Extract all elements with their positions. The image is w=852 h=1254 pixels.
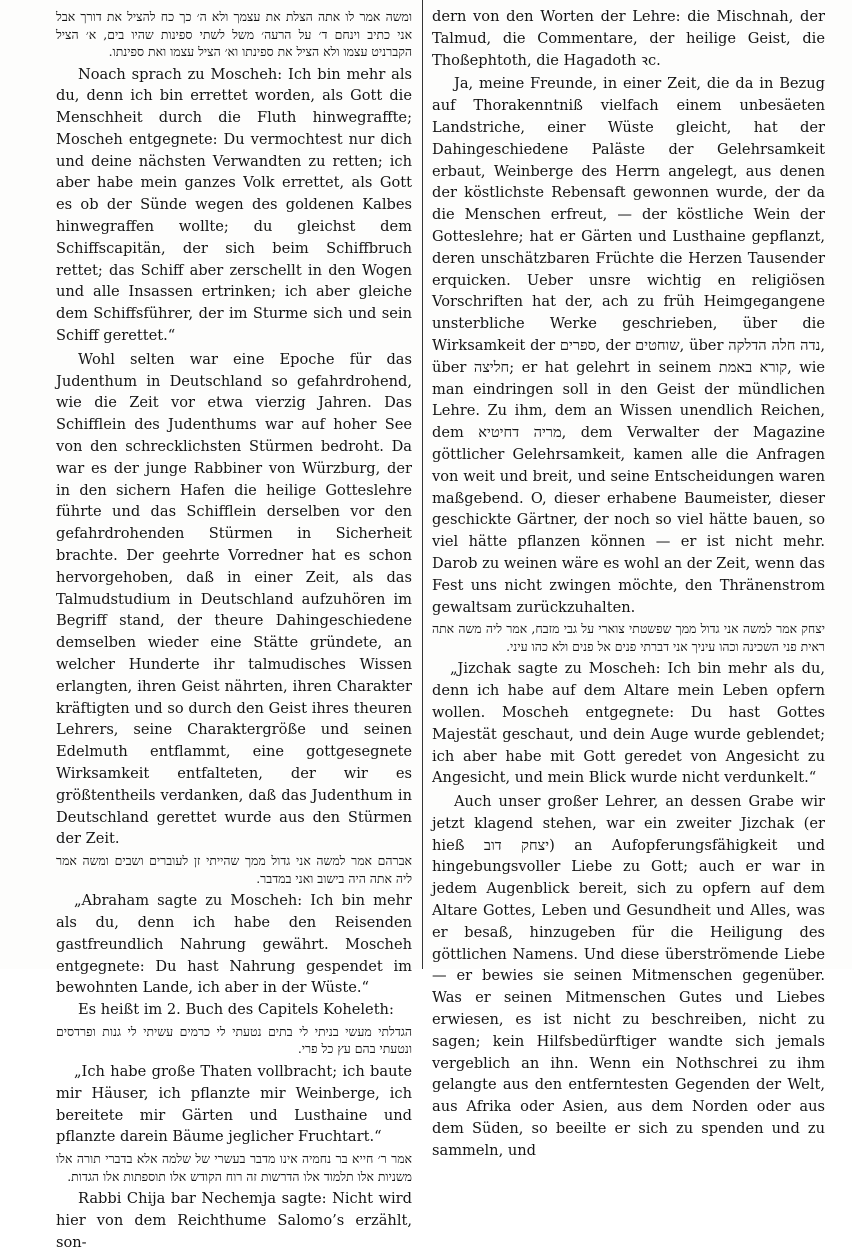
paragraph-grosser-lehrer: Auch unser großer Lehrer, an dessen Grabe wir jetzt klagend stehen, war ein zweiter Jizchak (er hieß יצחק דוב) an Aufopferungsfähigkeit und hingebungsvoller Liebe zu Gott; auch er war in jedem Augenblick bereit, sich zu opfern auf dem Altare Gottes, Leben und Gesundheit und Alles, was er besaß, hinzugeben für die Heiligung des göttlichen Namens. Und diese überströmende Liebe — er bewies sie seinen Mitmenschen gegenüber. Was er seinen Mitmenschen Gutes und Liebes erwiesen, es ist nicht zu beschreiben, nicht zu sagen; kein Hilfsbedürftiger wandte sich jemals vergeblich an ihn. Wenn ein Nothschrei zu ihm gelangte aus den entferntesten Gegenden der Welt, aus Afrika oder Asien, aus dem Norden oder aus dem Süden, so beeilte er sich zu spenden und zu sammeln, und xyxy=(432,793,825,1159)
paragraph-jizchak-moscheh: „Jizchak sagte zu Moscheh: Ich bin mehr als du, denn ich habe auf dem Altare mein Leben opfern wollen. Moscheh entgegnete: Du hast Gottes Majestät geschaut, und dein Auge wurde geblendet; ich aber habe mit Gott geredet von Angesicht zu Angesicht, und mein Blick wurde nicht verdunkelt.“ xyxy=(432,660,825,787)
paragraph-meine-freunde: Ja, meine Freunde, in einer Zeit, die da in Bezug auf Thorakenntniß vielfach einem unbesäeten Landstriche, einer Wüste gleicht, hat der Dahingeschiedene Paläste der Gelehrsamkeit erbaut, Weinberge des Herrn angelegt, aus denen der köstlichste Rebensaft gewonnen wurde, der da die Menschen erfreut, — der köstliche Wein der Gotteslehre; hat er Gärten und Lusthaine gepflanzt, deren unschätzbaren Früchte die Herzen Tausender erquicken. Ueber unsre wichtig en religiösen Vorschriften hat der, ach zu früh Heimgegangene unsterbliche Werke geschrieben, über die Wirksamkeit der ספרים, der שוחטים, über נדה חלה הדלקה, über חליצה; er hat gelehrt in seinem קורא באמת, wie man eindringen soll in den Geist der mündlichen Lehre. Zu ihm, dem an Wissen unendlich Reichen, dem מריה דחיטיא, dem Verwalter der Magazine göttlicher Gelehrsamkeit, kamen alle die Anfragen von weit und breit, und seine Entscheidungen waren maßgebend. O, dieser erhabene Baumeister, dieser geschickte Gärtner, der noch so viel hätte bauen, so viel hätte pflanzen können — er ist nicht mehr. Darob zu weinen wäre es wohl an der Zeit, wenn das Fest uns nicht zwingen möchte, den Thränenstrom gewaltsam zurückzuhalten. xyxy=(432,75,826,616)
column-divider xyxy=(422,0,423,969)
paragraph-noach-moscheh: Noach sprach zu Moscheh: Ich bin mehr als du, denn ich bin errettet worden, als Gott die Menschheit durch die Fluth hinwegraffte; Moscheh entgegnete: Du vermochtest nur dich und deine nächsten Verwandten zu retten; ich aber habe mein ganzes Volk errettet, als Gott es ob der Sünde wegen des goldenen Kalbes hinwegraffen wollte; du gleichst dem Schiffscapitän, der sich beim Schiffbruch rettet; das Schiff aber zerschellt in den Wogen und alle Insassen ertrinken; ich aber gleiche dem Schiffsführer, der im Sturme sich und sein Schiff gerettet.“ xyxy=(56,65,412,345)
paragraph-epoche-judenthum: Wohl selten war eine Epoche für das Judenthum in Deutschland so gefahrdrohend, wie die Zeit vor etwa vierzig Jahren. Das Schifflein des Judenthums war auf hoher See von den schrecklichsten Stürmen bedroht. Da war es der junge Rabbiner von Würzburg, der in den sichern Hafen die heilige Gotteslehre führte und das Schifflein derselben vor den gefahrdrohenden Stürmen in Sicherheit brachte. Der geehrte Vorredner hat es schon hervorgehoben, daß in einer Zeit, als das Talmudstudium in Deutschland aufzuhören im Begriff stand, der theure Dahingeschiedene demselben wieder eine Stätte gründete, an welcher Hunderte ihr talmudisches Wissen erlangten, ihren Geist nährten, ihren Charakter kräftigten und so durch den Geist ihres theuren Lehrers, seine Charaktergröße und seinen Edelmuth entflammt, eine gottgesegnete Wirksamkeit entfalteten, der wir es größtentheils verdanken, daß das Judenthum in Deutschland gerettet wurde aus den Stürmen der Zeit. xyxy=(56,350,412,848)
hebrew-quote-jizchak: יצחק אמר למשה אני גדול ממך שפשטתי צוארי על גבי מזבח, אמר ליה משה אתה ראית פני השכינה וכהו עיניך אני דברתי פנים אל פנים ולא כהו עיני. xyxy=(432,621,825,654)
paragraph-continuation-lehre: dern von den Worten der Lehre: die Mischnah, der Talmud, die Commentare, der heilige Geist, die Thoßephtoth, die Hagadoth ꝛc. xyxy=(432,8,825,69)
paragraph-koheleth-translation: „Ich habe große Thaten vollbracht; ich baute mir Häuser, ich pflanzte mir Weinberge, ich bereitete mir Gärten und Lusthaine und pflanzte darein Bäume jeglicher Fruchtart.“ xyxy=(56,1062,412,1146)
right-column xyxy=(432,6,826,1159)
hebrew-quote-chija: אמר ר׳ חייא בר נחמיה אינו מדבר בעשרי של שלמה אלא בדברי תורה אלו משניות אלו תלמוד אלו הדרשות זה רוח הקודש אלו תוספתות אלו הגדות. xyxy=(56,1151,412,1184)
paragraph-koheleth-intro: Es heißt im 2. Buch des Capitels Koheleth: xyxy=(78,1001,394,1019)
hebrew-quote-abraham: אברהם אמר למשה אני גדול ממך שהייתי זן לעוברים ושבים ומשה אמר ליה אתה היה בישוב ואני במדבר. xyxy=(56,853,412,886)
paragraph-rabbi-chija: Rabbi Chija bar Nechemja sagte: Nicht wird hier von dem Reichthume Salomo’s erzählt, son- xyxy=(56,1190,412,1251)
hebrew-quote-noach: ומשה אמר לו אתה הצלת את עצמך ולא ה׳ כך כח להציל את דורך אבל אני כתיב וינחם ד׳ על הרעה׳ משל לשתי ספינות שהיו בים, א׳ הציל הקברניט עצמו ולא הציל את ספינתו וא׳ הציל עצמו ואת ספינתו. xyxy=(56,9,412,59)
hebrew-quote-koheleth: הגדלתי מעשי בניתי לי בתים נטעתי לי כרמים עשיתי לי גנות ופרדסים ונטעתי בהם עץ כל פרי. xyxy=(56,1023,412,1057)
left-column xyxy=(56,6,412,1251)
paragraph-abraham-moscheh: „Abraham sagte zu Moscheh: Ich bin mehr als du, denn ich habe den Reisenden gastfreundlich Nahrung gewährt. Moscheh entgegnete: Du hast Nahrung gespendet im bewohnten Lande, ich aber in der Wüste.“ xyxy=(56,892,412,997)
